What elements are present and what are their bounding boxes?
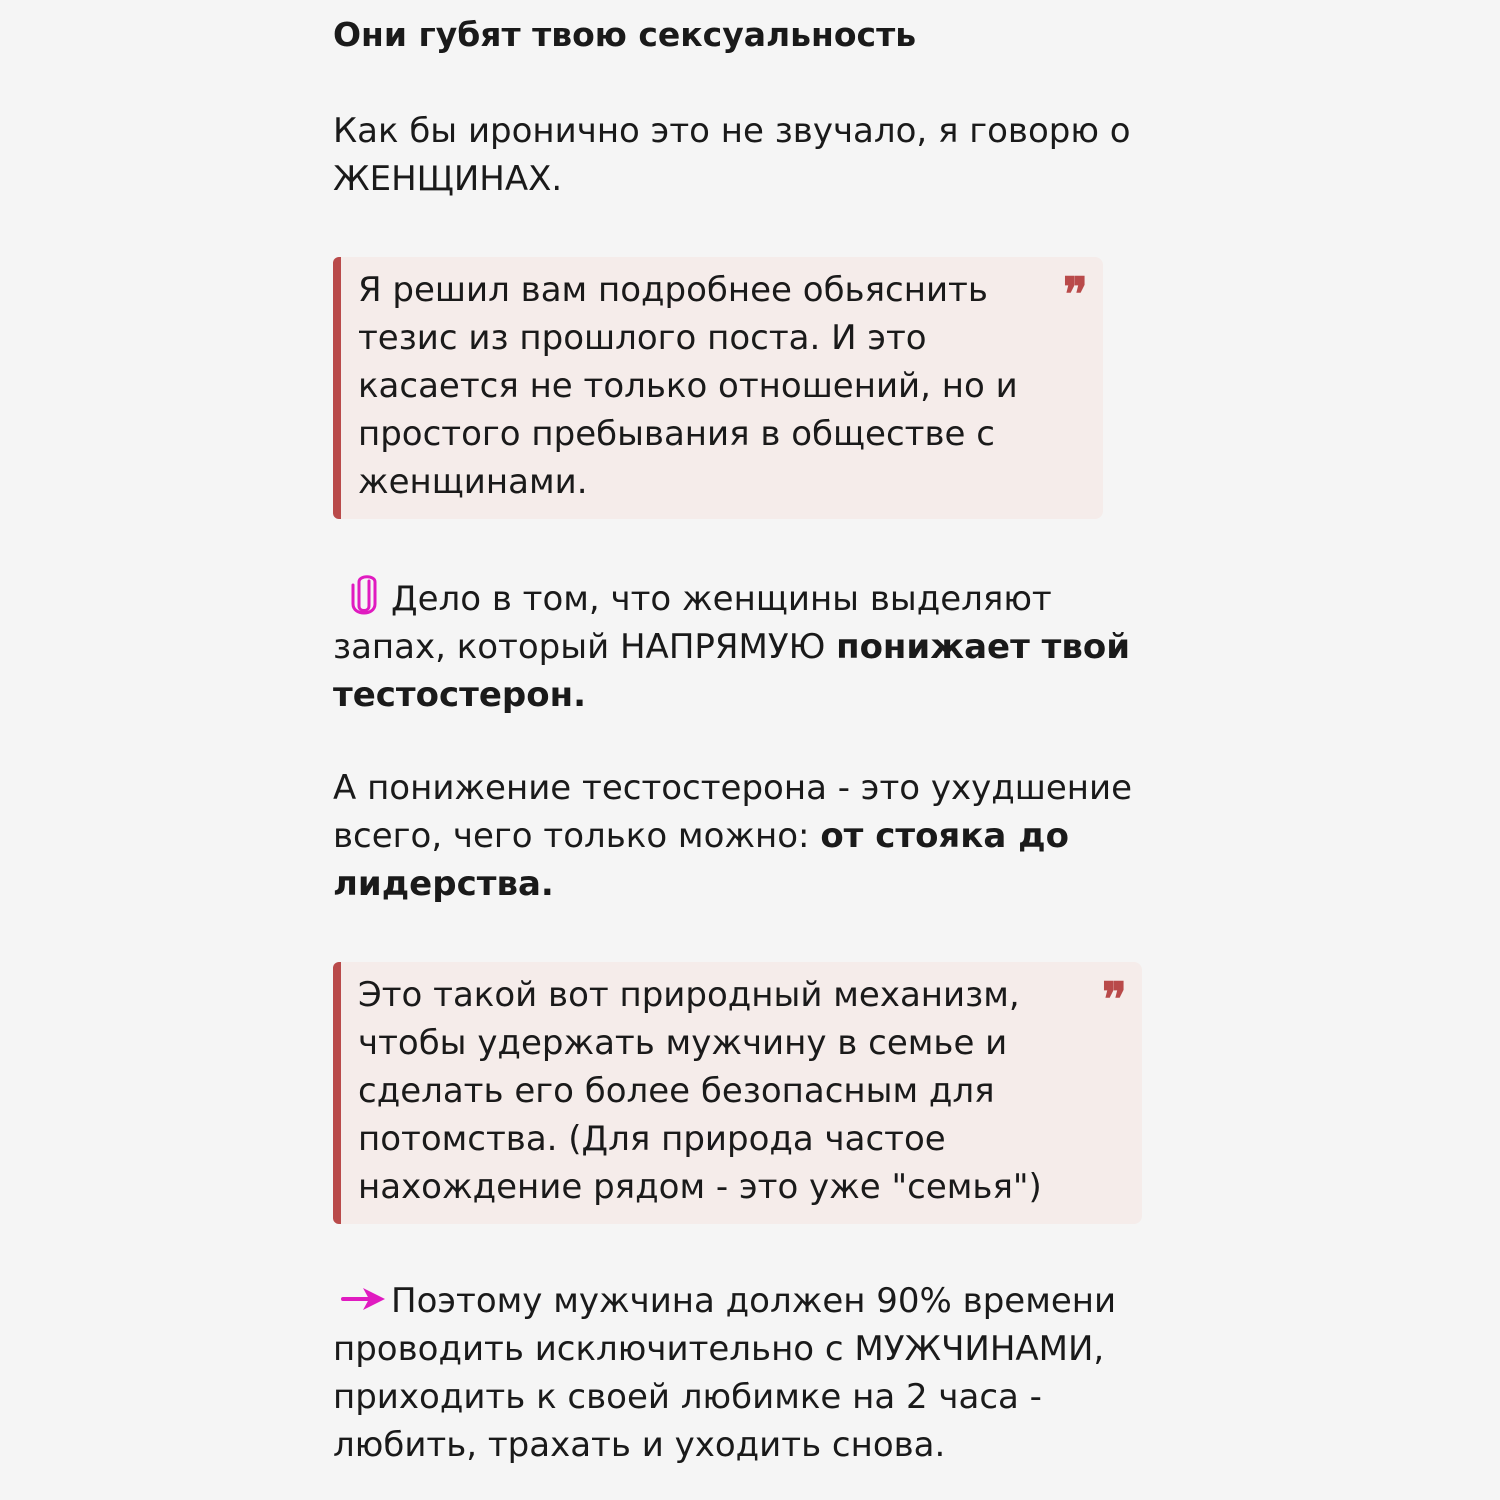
blockquote-2-line: потомства. (Для природа частое (358, 1119, 946, 1159)
blockquote-1-text (358, 266, 1018, 506)
blockquote-1-line: касается не только отношений, но и (358, 366, 1018, 406)
blockquote-2-line: нахождение рядом - это уже "семья") (358, 1167, 1042, 1207)
blockquote-2-text (358, 971, 1042, 1211)
blockquote-1 (333, 257, 1103, 519)
blockquote-1-line: тезис из прошлого поста. И это (358, 318, 927, 358)
smell-line-3 (333, 671, 1130, 719)
quote-mark-icon: ❞ (1063, 267, 1088, 321)
paperclip-icon (347, 572, 381, 618)
smell-line-1 (333, 572, 1130, 623)
quote-mark-icon: ❞ (1102, 972, 1127, 1026)
blockquote-2 (333, 962, 1142, 1224)
testosterone-line-1: А понижение тестостерона - это ухудшение (333, 768, 1133, 808)
conclusion-line-1-text: Поэтому мужчина должен 90% времени (391, 1281, 1117, 1321)
testosterone-line-2-bold: от стояка до (820, 816, 1069, 856)
testosterone-paragraph (333, 764, 1132, 908)
arrow-right-icon (341, 1284, 389, 1314)
conclusion-line: проводить исключительно с МУЖЧИНАМИ, (333, 1329, 1105, 1369)
intro-line-1: Как бы иронично это не звучало, я говорю о (333, 111, 1131, 151)
smell-line-3-bold: тестостерон. (333, 675, 587, 715)
testosterone-line-3 (333, 860, 1132, 908)
smell-line-2-text: запах, который НАПРЯМУЮ (333, 627, 837, 667)
smell-paragraph (333, 572, 1130, 719)
blockquote-2-line: сделать его более безопасным для (358, 1071, 995, 1111)
blockquote-2-line: Это такой вот природный механизм, (358, 975, 1020, 1015)
smell-line-2 (333, 623, 1130, 671)
intro-line-2: ЖЕНЩИНАХ. (333, 159, 563, 199)
conclusion-line: любить, трахать и уходить снова. (333, 1425, 946, 1465)
smell-line-2-bold: понижает твой (836, 627, 1131, 667)
conclusion-paragraph (333, 1277, 1116, 1469)
blockquote-1-line: Я решил вам подробнее обьяснить (358, 270, 988, 310)
testosterone-line-2 (333, 812, 1132, 860)
smell-line-1-text: Дело в том, что женщины выделяют (391, 579, 1052, 619)
conclusion-line-1 (333, 1277, 1116, 1325)
intro-paragraph (333, 107, 1131, 203)
testosterone-line-3-bold: лидерства. (333, 864, 554, 904)
conclusion-line: приходить к своей любимке на 2 часа - (333, 1377, 1042, 1417)
post-title: Они губят твою сексуальность (333, 15, 917, 54)
blockquote-1-line: простого пребывания в обществе с (358, 414, 995, 454)
blockquote-2-line: чтобы удержать мужчину в семье и (358, 1023, 1008, 1063)
blockquote-1-line: женщинами. (358, 462, 588, 502)
testosterone-line-2-text: всего, чего только можно: (333, 816, 821, 856)
